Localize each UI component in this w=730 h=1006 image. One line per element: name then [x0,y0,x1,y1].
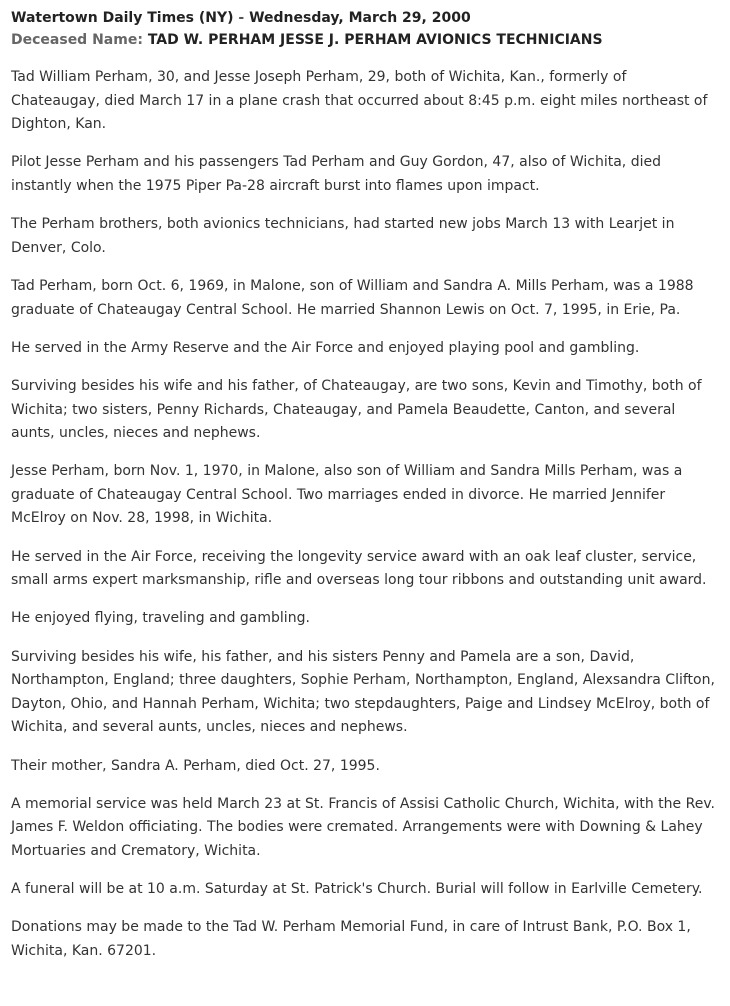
article-paragraph: Jesse Perham, born Nov. 1, 1970, in Malone, also son of William and Sandra Mills Perham, was a graduate of Chateaugay Central School. Two marriages ended in divorce. He married Jennifer McElroy on Nov. 28, 1998, in Wichita. [11,463,683,527]
article-paragraph: Tad Perham, born Oct. 6, 1969, in Malone, son of William and Sandra A. Mills Perham, was a 1988 graduate of Chateaugay Central School. He married Shannon Lewis on Oct. 7, 1995, in Erie, Pa. [11,277,694,318]
article-paragraph: Surviving besides his wife, his father, and his sisters Penny and Pamela are a son, David, Northampton, England; three daughters, Sophie Perham, Northampton, England, Alexsandra Clifton, Dayton, Ohio, and Hannah Perham, Wichita; two stepdaughters, Paige and Lindsey McElroy, both of Wichita, and several aunts, uncles, nieces and nephews. [11,648,715,736]
article-paragraph: Donations may be made to the Tad W. Perham Memorial Fund, in care of Intrust Bank, P.O. Box 1, Wichita, Kan. 67201. [11,919,691,959]
publication-date: Wednesday, March 29, 2000 [249,10,471,26]
article-paragraph: He served in the Air Force, receiving the longevity service award with an oak leaf cluster, service, small arms expert marksmanship, rifle and overseas long tour ribbons and outstanding unit award. [11,548,707,589]
obituary-page [11,7,719,978]
article-paragraph: Their mother, Sandra A. Perham, died Oct. 27, 1995. [11,757,380,774]
article-paragraph: Surviving besides his wife and his father, of Chateaugay, are two sons, Kevin and Timothy, both of Wichita; two sisters, Penny Richards, Chateaugay, and Pamela Beaudette, Canton, and several aunts, uncles, nieces and nephews. [11,377,702,442]
newspaper-name: Watertown Daily Times (NY) [11,10,234,26]
article-paragraph: A memorial service was held March 23 at St. Francis of Assisi Catholic Church, Wichita, with the Rev. James F. Weldon officiating. The bodies were cremated. Arrangements were with Downing & Lahey Mortuaries and Crematory, Wichita. [11,795,715,859]
deceased-line [11,29,719,51]
header-separator: - [233,10,250,26]
article-paragraph: Tad William Perham, 30, and Jesse Joseph Perham, 29, both of Wichita, Kan., formerly of Chateaugay, died March 17 in a plane crash that occurred about 8:45 p.m. eight miles northeast of Dighton, Kan. [11,69,708,133]
deceased-label: Deceased Name: [11,32,143,48]
article-paragraph: He enjoyed flying, traveling and gambling. [11,610,310,627]
publication-line [11,7,719,29]
article-header [11,7,719,51]
article-paragraph: A funeral will be at 10 a.m. Saturday at St. Patrick's Church. Burial will follow in Earlville Cemetery. [11,881,703,898]
article-paragraph: Pilot Jesse Perham and his passengers Tad Perham and Guy Gordon, 47, also of Wichita, died instantly when the 1975 Piper Pa-28 aircraft burst into flames upon impact. [11,154,661,194]
article-body [11,66,719,964]
deceased-name: TAD W. PERHAM JESSE J. PERHAM AVIONICS TECHNICIANS [147,32,603,48]
article-paragraph: He served in the Army Reserve and the Air Force and enjoyed playing pool and gambling. [11,339,640,356]
article-paragraph: The Perham brothers, both avionics technicians, had started new jobs March 13 with Learjet in Denver, Colo. [11,216,675,256]
